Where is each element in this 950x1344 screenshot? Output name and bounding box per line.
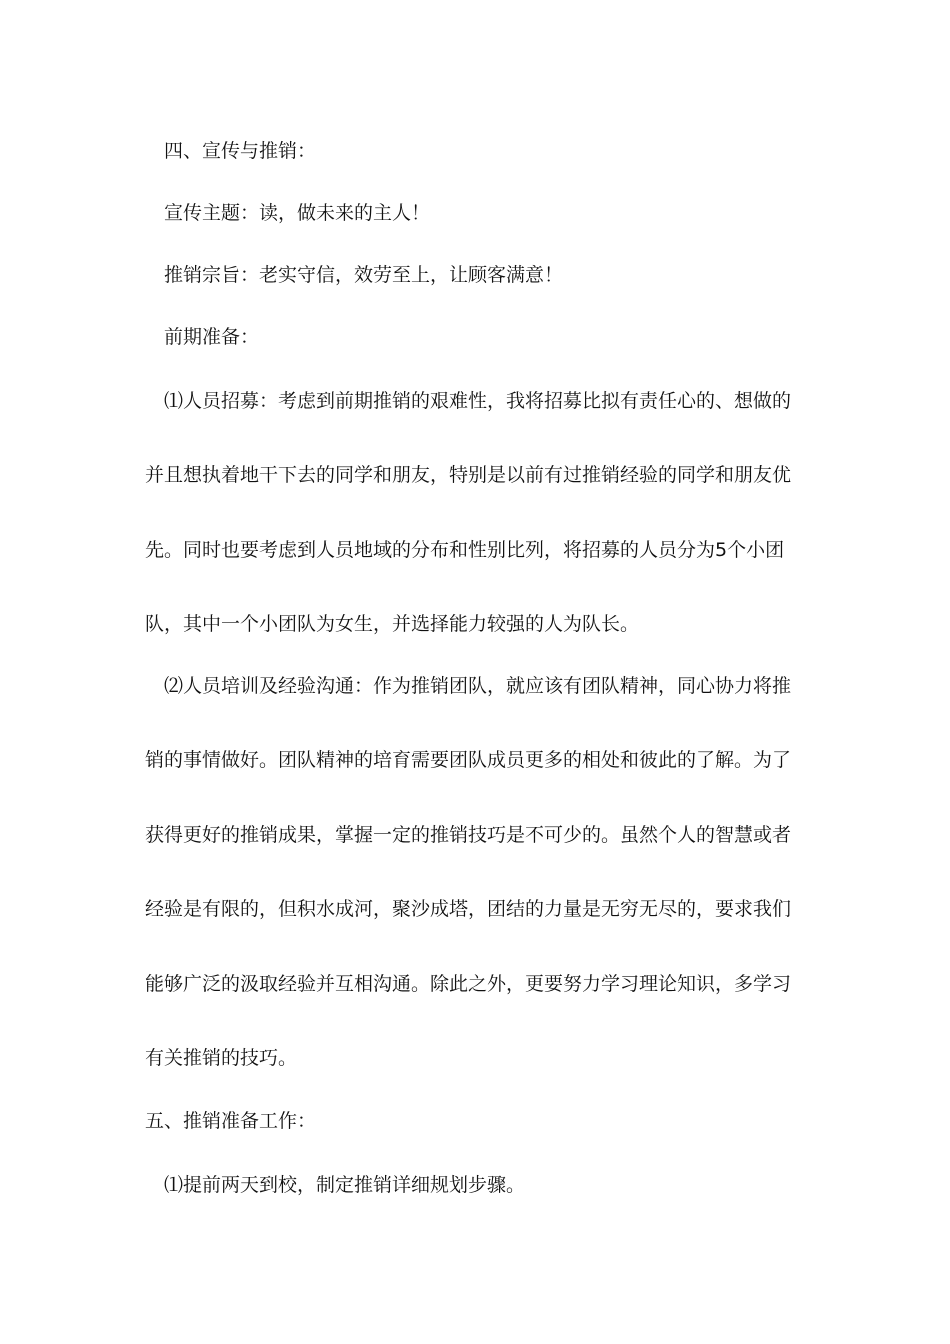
paragraph-recruitment-line-3: 先。同时也要考虑到人员地域的分布和性别比列，将招募的人员分为5个小团 <box>145 539 785 561</box>
section-heading-preparation-work: 五、推销准备工作： <box>145 1110 317 1132</box>
paragraph-training-line-4: 经验是有限的，但积水成河，聚沙成塔，团结的力量是无穷无尽的，要求我们 <box>145 898 792 920</box>
preparation-item-1: ⑴提前两天到校，制定推销详细规划步骤。 <box>164 1174 526 1196</box>
paragraph-recruitment-line-2: 并且想执着地干下去的同学和朋友，特别是以前有过推销经验的同学和朋友优 <box>145 464 792 486</box>
paragraph-recruitment-line-4: 队，其中一个小团队为女生，并选择能力较强的人为队长。 <box>145 613 640 635</box>
paragraph-training-line-1: ⑵人员培训及经验沟通：作为推销团队，就应该有团队精神，同心协力将推 <box>164 675 792 697</box>
paragraph-training-line-6: 有关推销的技巧。 <box>145 1047 298 1069</box>
sales-principle: 推销宗旨：老实守信，效劳至上，让顾客满意！ <box>164 264 564 286</box>
paragraph-recruitment-line-1: ⑴人员招募：考虑到前期推销的艰难性，我将招募比拟有责任心的、想做的 <box>164 390 792 412</box>
publicity-theme: 宣传主题：读，做未来的主人！ <box>164 202 431 224</box>
preparation-heading: 前期准备： <box>164 326 260 348</box>
section-heading-publicity: 四、宣传与推销： <box>164 140 317 162</box>
paragraph-training-line-5: 能够广泛的汲取经验并互相沟通。除此之外，更要努力学习理论知识，多学习 <box>145 973 792 995</box>
paragraph-training-line-2: 销的事情做好。团队精神的培育需要团队成员更多的相处和彼此的了解。为了 <box>145 749 792 771</box>
paragraph-training-line-3: 获得更好的推销成果，掌握一定的推销技巧是不可少的。虽然个人的智慧或者 <box>145 824 792 846</box>
